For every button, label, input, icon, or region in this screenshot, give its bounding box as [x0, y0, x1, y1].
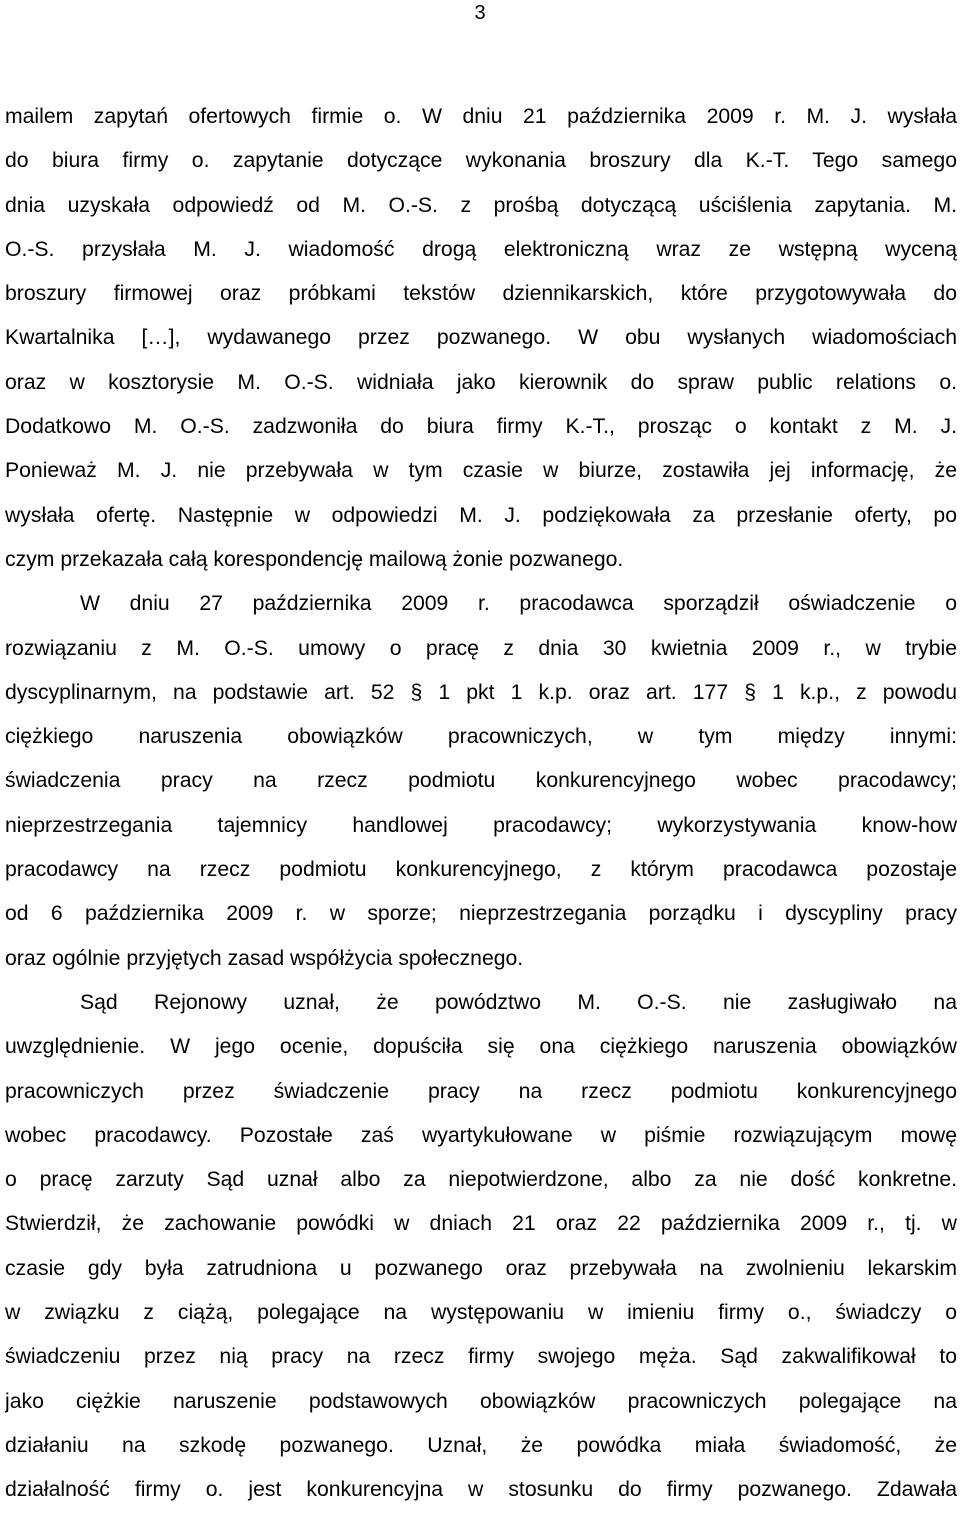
text-line: rozwiązaniu z M. O.-S. umowy o pracę z dnia 30 kwietnia 2009 r., w trybie	[5, 636, 957, 660]
text-line: oraz w kosztorysie M. O.-S. widniała jako kierownik do spraw public relations o.	[5, 370, 957, 394]
text-line: działaniu na szkodę pozwanego. Uznał, że powódka miała świadomość, że	[5, 1433, 957, 1457]
text-line: Ponieważ M. J. nie przebywała w tym czasie w biurze, zostawiła jej informację, że	[5, 459, 957, 483]
text-line: świadczenia pracy na rzecz podmiotu konkurencyjnego wobec pracodawcy;	[5, 769, 957, 793]
text-line: mailem zapytań ofertowych firmie o. W dniu 21 października 2009 r. M. J. wysłała	[5, 105, 957, 128]
text-line: Stwierdził, że zachowanie powódki w dniach 21 oraz 22 października 2009 r., tj. w	[5, 1212, 957, 1236]
text-line: czym przekazała całą korespondencję mailową żonie pozwanego.	[5, 547, 624, 571]
text-line: pracodawcy na rzecz podmiotu konkurencyjnego, z którym pracodawca pozostaje	[5, 858, 957, 882]
text-line: nieprzestrzegania tajemnicy handlowej pracodawcy; wykorzystywania know-how	[5, 813, 957, 837]
text-line: pracowniczych przez świadczenie pracy na rzecz podmiotu konkurencyjnego	[5, 1079, 957, 1103]
text-line: czasie gdy była zatrudniona u pozwanego oraz przebywała na zwolnieniu lekarskim	[5, 1256, 957, 1280]
text-line: w związku z ciążą, polegające na występowaniu w imieniu firmy o., świadczy o	[5, 1301, 957, 1325]
text-line: O.-S. przysłała M. J. wiadomość drogą elektroniczną wraz ze wstępną wyceną	[5, 237, 957, 261]
text-line: ciężkiego naruszenia obowiązków pracowniczych, w tym między innymi:	[5, 725, 957, 749]
document-body	[5, 95, 957, 1513]
text-line: Dodatkowo M. O.-S. zadzwoniła do biura firmy K.-T., prosząc o kontakt z M. J.	[5, 415, 957, 439]
text-line: dyscyplinarnym, na podstawie art. 52 § 1 pkt 1 k.p. oraz art. 177 § 1 k.p., z powodu	[5, 680, 957, 704]
text-line: dnia uzyskała odpowiedź od M. O.-S. z prośbą dotyczącą uściślenia zapytania. M.	[5, 193, 957, 217]
text-line: działalność firmy o. jest konkurencyjna w stosunku do firmy pozwanego. Zdawała	[5, 1478, 957, 1502]
text-line: wobec pracodawcy. Pozostałe zaś wyartykułowane w piśmie rozwiązującym mowę	[5, 1123, 957, 1147]
text-line: broszury firmowej oraz próbkami tekstów dziennikarskich, które przygotowywała do	[5, 282, 957, 306]
text-line: Sąd Rejonowy uznał, że powództwo M. O.-S. nie zasługiwało na	[80, 990, 957, 1014]
text-line: wysłała ofertę. Następnie w odpowiedzi M. J. podziękowała za przesłanie oferty, po	[5, 503, 957, 527]
text-line: oraz ogólnie przyjętych zasad współżycia społecznego.	[5, 946, 524, 970]
text-line: świadczeniu przez nią pracy na rzecz firmy swojego męża. Sąd zakwalifikował to	[5, 1345, 957, 1369]
text-line: jako ciężkie naruszenie podstawowych obowiązków pracowniczych polegające na	[5, 1389, 957, 1413]
text-line: o pracę zarzuty Sąd uznał albo za niepotwierdzone, albo za nie dość konkretne.	[5, 1168, 957, 1192]
text-line: do biura firmy o. zapytanie dotyczące wykonania broszury dla K.-T. Tego samego	[5, 149, 957, 173]
page-number: 3	[474, 2, 486, 24]
text-line: od 6 października 2009 r. w sporze; nieprzestrzegania porządku i dyscypliny pracy	[5, 902, 957, 926]
text-line: Kwartalnika […], wydawanego przez pozwanego. W obu wysłanych wiadomościach	[5, 326, 957, 350]
text-line: W dniu 27 października 2009 r. pracodawca sporządził oświadczenie o	[80, 592, 957, 616]
text-line: uwzględnienie. W jego ocenie, dopuściła się ona ciężkiego naruszenia obowiązków	[5, 1035, 957, 1059]
